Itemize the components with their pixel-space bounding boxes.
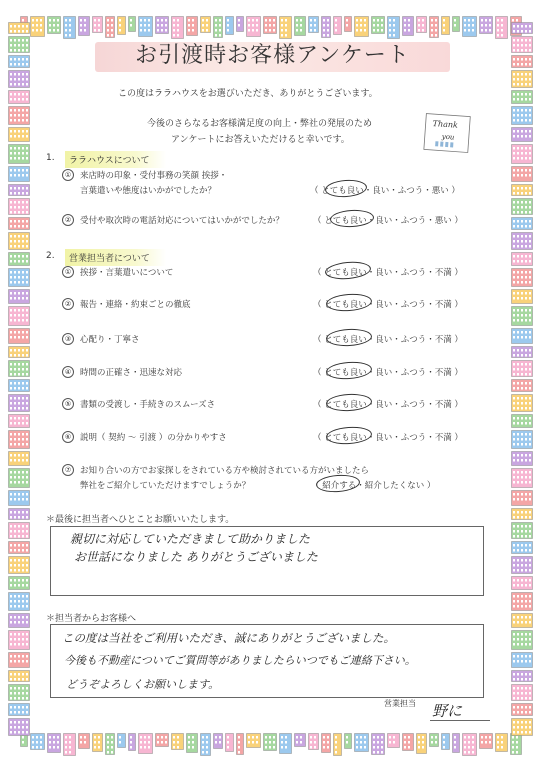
staff-comment-line-3: どうぞよろしくお願いします。 (66, 678, 220, 691)
building-icon (511, 144, 533, 164)
building-icon (8, 576, 30, 590)
building-icon (63, 733, 76, 756)
question-text: 時間の正確さ・迅速な対応 (80, 368, 183, 378)
building-icon (8, 252, 30, 266)
question-number: ⑤ (62, 398, 74, 410)
building-icon (354, 16, 369, 37)
building-icon (511, 414, 533, 428)
building-icon (511, 613, 533, 628)
section-1-heading (46, 153, 246, 167)
s2-question-6 (62, 431, 312, 445)
building-icon (511, 252, 533, 266)
building-icon (511, 684, 533, 701)
building-icon (511, 198, 533, 215)
building-icon (186, 733, 198, 753)
building-icon (225, 733, 234, 752)
building-icon (344, 16, 352, 32)
building-icon (263, 733, 277, 751)
building-icon (441, 733, 450, 750)
building-icon (213, 16, 223, 38)
building-icon (78, 733, 90, 749)
building-icon (246, 733, 261, 748)
building-icon (511, 22, 533, 34)
section-2-number: 2. (46, 251, 55, 261)
s2-q6-options[interactable]: （ とても良い・良い・ふつう・不満 ） (313, 433, 463, 443)
building-icon (213, 733, 223, 749)
intro-line-3: アンケートにお答えいただけると幸いです。 (171, 135, 350, 145)
building-icon (511, 508, 533, 520)
building-icon (92, 16, 103, 33)
s2-q1-options[interactable]: （ とても良い・良い・ふつう・不満 ） (313, 268, 463, 278)
building-icon (294, 733, 306, 747)
staff-comment-heading: ＊担当者からお客様へ (46, 614, 137, 624)
building-icon (8, 36, 30, 53)
building-icon (402, 733, 414, 751)
question-number: ⑦ (62, 464, 74, 476)
building-icon (511, 232, 533, 250)
building-icon (105, 733, 115, 755)
building-icon (511, 718, 533, 736)
building-icon (8, 522, 30, 539)
building-icon (511, 630, 533, 650)
building-icon (495, 733, 508, 752)
question-number: ④ (62, 366, 74, 378)
building-icon (8, 22, 30, 34)
building-icon (511, 430, 533, 449)
building-icon (344, 733, 352, 749)
page-title: お引渡時お客様アンケート (135, 43, 410, 68)
building-icon (462, 16, 477, 37)
building-icon (429, 733, 439, 747)
question-number: ② (62, 214, 74, 226)
building-icon (387, 733, 400, 748)
thank-you-card-icon (422, 112, 472, 156)
building-icon (321, 16, 331, 38)
building-icon (495, 16, 508, 39)
building-icon (511, 106, 533, 125)
building-icon (263, 16, 277, 34)
building-icon (441, 16, 450, 35)
building-icon (128, 733, 136, 751)
question-number: ① (62, 169, 74, 181)
building-icon (511, 576, 533, 590)
building-icon (511, 268, 533, 287)
sales-rep-signature: 野に (432, 702, 463, 720)
building-icon (8, 184, 30, 196)
building-icon (138, 733, 153, 754)
question-text: 来店時の印象・受付事務の笑顔 挨拶・ (80, 171, 228, 181)
building-icon (511, 289, 533, 304)
building-icon (8, 541, 30, 554)
customer-comment-line-2: お世話になりました ありがとうございました (74, 550, 318, 564)
customer-comment-line-1: 親切に対応していただきまして助かりました (70, 532, 311, 546)
building-icon (511, 670, 533, 682)
question-text-2: 言葉遣いや態度はいかがでしたか？ (80, 186, 217, 196)
building-icon (8, 127, 30, 142)
building-icon (511, 556, 533, 574)
building-icon (511, 166, 533, 182)
building-icon (511, 306, 533, 326)
building-icon (246, 16, 261, 37)
building-icon (308, 733, 319, 750)
customer-comment-heading: ＊最後に担当者へひとことお願いいたします。 (46, 515, 235, 525)
sales-rep-label: 営業担当 (384, 699, 416, 708)
question-text-2: 弊社をご紹介していただけますでしょうか？ (80, 481, 251, 491)
building-icon (333, 16, 342, 35)
building-icon (200, 733, 211, 756)
building-icon (8, 217, 30, 230)
building-icon (47, 16, 61, 34)
building-icon (462, 733, 477, 756)
building-border-right (511, 22, 533, 736)
building-icon (511, 70, 533, 88)
section-1-label: ララハウスについて (65, 151, 166, 168)
building-icon (511, 522, 533, 539)
building-icon (8, 70, 30, 88)
building-icon (8, 90, 30, 104)
building-icon (479, 733, 493, 749)
building-icon (8, 430, 30, 449)
building-icon (416, 16, 427, 33)
s2-question-1 (62, 266, 312, 280)
building-icon (511, 468, 533, 488)
question-text: 書類の受渡し・手続きのスムーズさ (80, 400, 216, 410)
building-icon (8, 556, 30, 574)
building-icon (511, 451, 533, 466)
section-1-number: 1. (46, 153, 55, 163)
building-icon (333, 733, 342, 756)
s2-q3-options[interactable]: （ とても良い・良い・ふつう・不満 ） (313, 335, 463, 345)
question-number: ① (62, 266, 74, 278)
building-icon (117, 733, 126, 748)
building-icon (225, 16, 234, 35)
building-icon (308, 16, 319, 33)
building-icon (171, 733, 184, 750)
building-icon (8, 166, 30, 182)
building-icon (8, 232, 30, 250)
you-text: you (441, 132, 455, 142)
building-icon (8, 652, 30, 668)
building-border-bottom (20, 733, 522, 756)
building-icon (511, 36, 533, 53)
building-icon (92, 733, 103, 752)
building-icon (30, 16, 45, 37)
building-icon (155, 733, 169, 747)
title-banner (95, 36, 450, 76)
building-icon (452, 16, 460, 32)
building-icon (511, 127, 533, 142)
building-icon (186, 16, 198, 36)
building-icon (8, 394, 30, 412)
question-text: 挨拶・言葉遣いについて (80, 268, 174, 278)
building-icon (8, 718, 30, 736)
s2-q4-options[interactable]: （ とても良い・良い・ふつう・不満 ） (313, 368, 463, 378)
building-icon (8, 328, 30, 344)
building-icon (8, 508, 30, 520)
building-icon (511, 55, 533, 68)
building-icon (200, 16, 211, 33)
building-icon (511, 184, 533, 196)
s2-question-4 (62, 366, 312, 380)
thank-text: Thank (432, 118, 459, 130)
question-text: お知り合いの方でお家探しをされている方や検討されている方がいましたら (80, 466, 370, 476)
s2-question-5 (62, 398, 312, 412)
building-icon (8, 490, 30, 506)
building-icon (8, 144, 30, 164)
building-icon (371, 16, 385, 34)
building-icon (117, 16, 126, 35)
building-icon (78, 16, 90, 36)
building-icon (511, 328, 533, 344)
building-icon (402, 16, 414, 36)
building-icon (511, 379, 533, 392)
building-icon (511, 652, 533, 668)
building-icon (511, 490, 533, 506)
section-2-heading (46, 251, 246, 265)
building-icon (105, 16, 115, 38)
building-icon (511, 703, 533, 716)
building-icon (8, 630, 30, 650)
building-icon (354, 733, 369, 752)
intro-line-2: 今後のさらなるお客様満足度の向上・弊社の発展のため (147, 119, 373, 129)
building-icon (8, 55, 30, 68)
building-icon (511, 360, 533, 377)
building-icon (8, 360, 30, 377)
building-icon (8, 451, 30, 466)
building-icon (511, 90, 533, 104)
building-icon (279, 733, 292, 754)
building-icon (236, 16, 244, 32)
building-icon (511, 592, 533, 611)
building-icon (8, 613, 30, 628)
s2-question-2 (62, 298, 312, 312)
building-icon (8, 592, 30, 611)
building-icon (511, 394, 533, 412)
building-icon (8, 414, 30, 428)
building-icon (8, 306, 30, 326)
building-icon (236, 733, 244, 755)
section-2-label: 営業担当者について (65, 249, 166, 266)
question-text: 報告・連絡・約束ごとの徹底 (80, 300, 191, 310)
question-number: ⑥ (62, 431, 74, 443)
building-icon (47, 733, 61, 753)
building-icon (479, 16, 493, 34)
building-icon (511, 217, 533, 230)
s2-question-3 (62, 333, 312, 347)
building-icon (8, 670, 30, 682)
building-icon (371, 733, 385, 755)
staff-comment-line-2: 今後も不動産についてご質問等がありましたらいつでもご連絡下さい。 (64, 654, 416, 667)
s2-q7-options[interactable]: （ 紹介する・紹介したくない ） (311, 481, 436, 491)
building-icon (8, 703, 30, 716)
building-icon (429, 16, 439, 38)
building-icon (128, 16, 136, 32)
building-icon (321, 733, 331, 753)
question-text: 心配り・丁寧さ (80, 335, 140, 345)
building-icon (8, 379, 30, 392)
intro-line-1: この度はララハウスをお選びいただき、ありがとうございます。 (118, 89, 378, 99)
staff-comment-line-1: この度は当社をご利用いただき、誠にありがとうございました。 (62, 631, 396, 645)
building-icon (30, 733, 45, 750)
building-icon (8, 289, 30, 304)
s2-q5-options[interactable]: （ とても良い・良い・ふつう・不満 ） (313, 400, 463, 410)
building-icon (63, 16, 76, 39)
building-icon (8, 346, 30, 358)
building-icon (8, 468, 30, 488)
building-icon (511, 346, 533, 358)
building-icon (8, 684, 30, 701)
question-number: ③ (62, 333, 74, 345)
signature-line (430, 720, 490, 721)
question-number: ② (62, 298, 74, 310)
question-text: 説明（ 契約 ～ 引渡 ）の分かりやすさ (80, 433, 227, 443)
s1-q2-options[interactable]: （ とても良い・良い・ふつう・悪い ） (313, 216, 463, 226)
building-border-left (8, 22, 30, 736)
building-icon (452, 733, 460, 753)
s2-q2-options[interactable]: （ とても良い・良い・ふつう・不満 ） (313, 300, 463, 310)
building-icon (155, 16, 169, 34)
building-icon (510, 733, 522, 755)
building-icon (8, 268, 30, 287)
building-icon (138, 16, 153, 37)
building-icon (511, 541, 533, 554)
building-icon (416, 733, 427, 754)
s1-q1-options[interactable]: （ とても良い・良い・ふつう・悪い ） (310, 186, 460, 196)
building-icon (294, 16, 306, 36)
building-icon (8, 198, 30, 215)
question-text: 受付や取次時の電話対応についてはいかがでしたか？ (80, 216, 284, 226)
building-icon (8, 106, 30, 125)
